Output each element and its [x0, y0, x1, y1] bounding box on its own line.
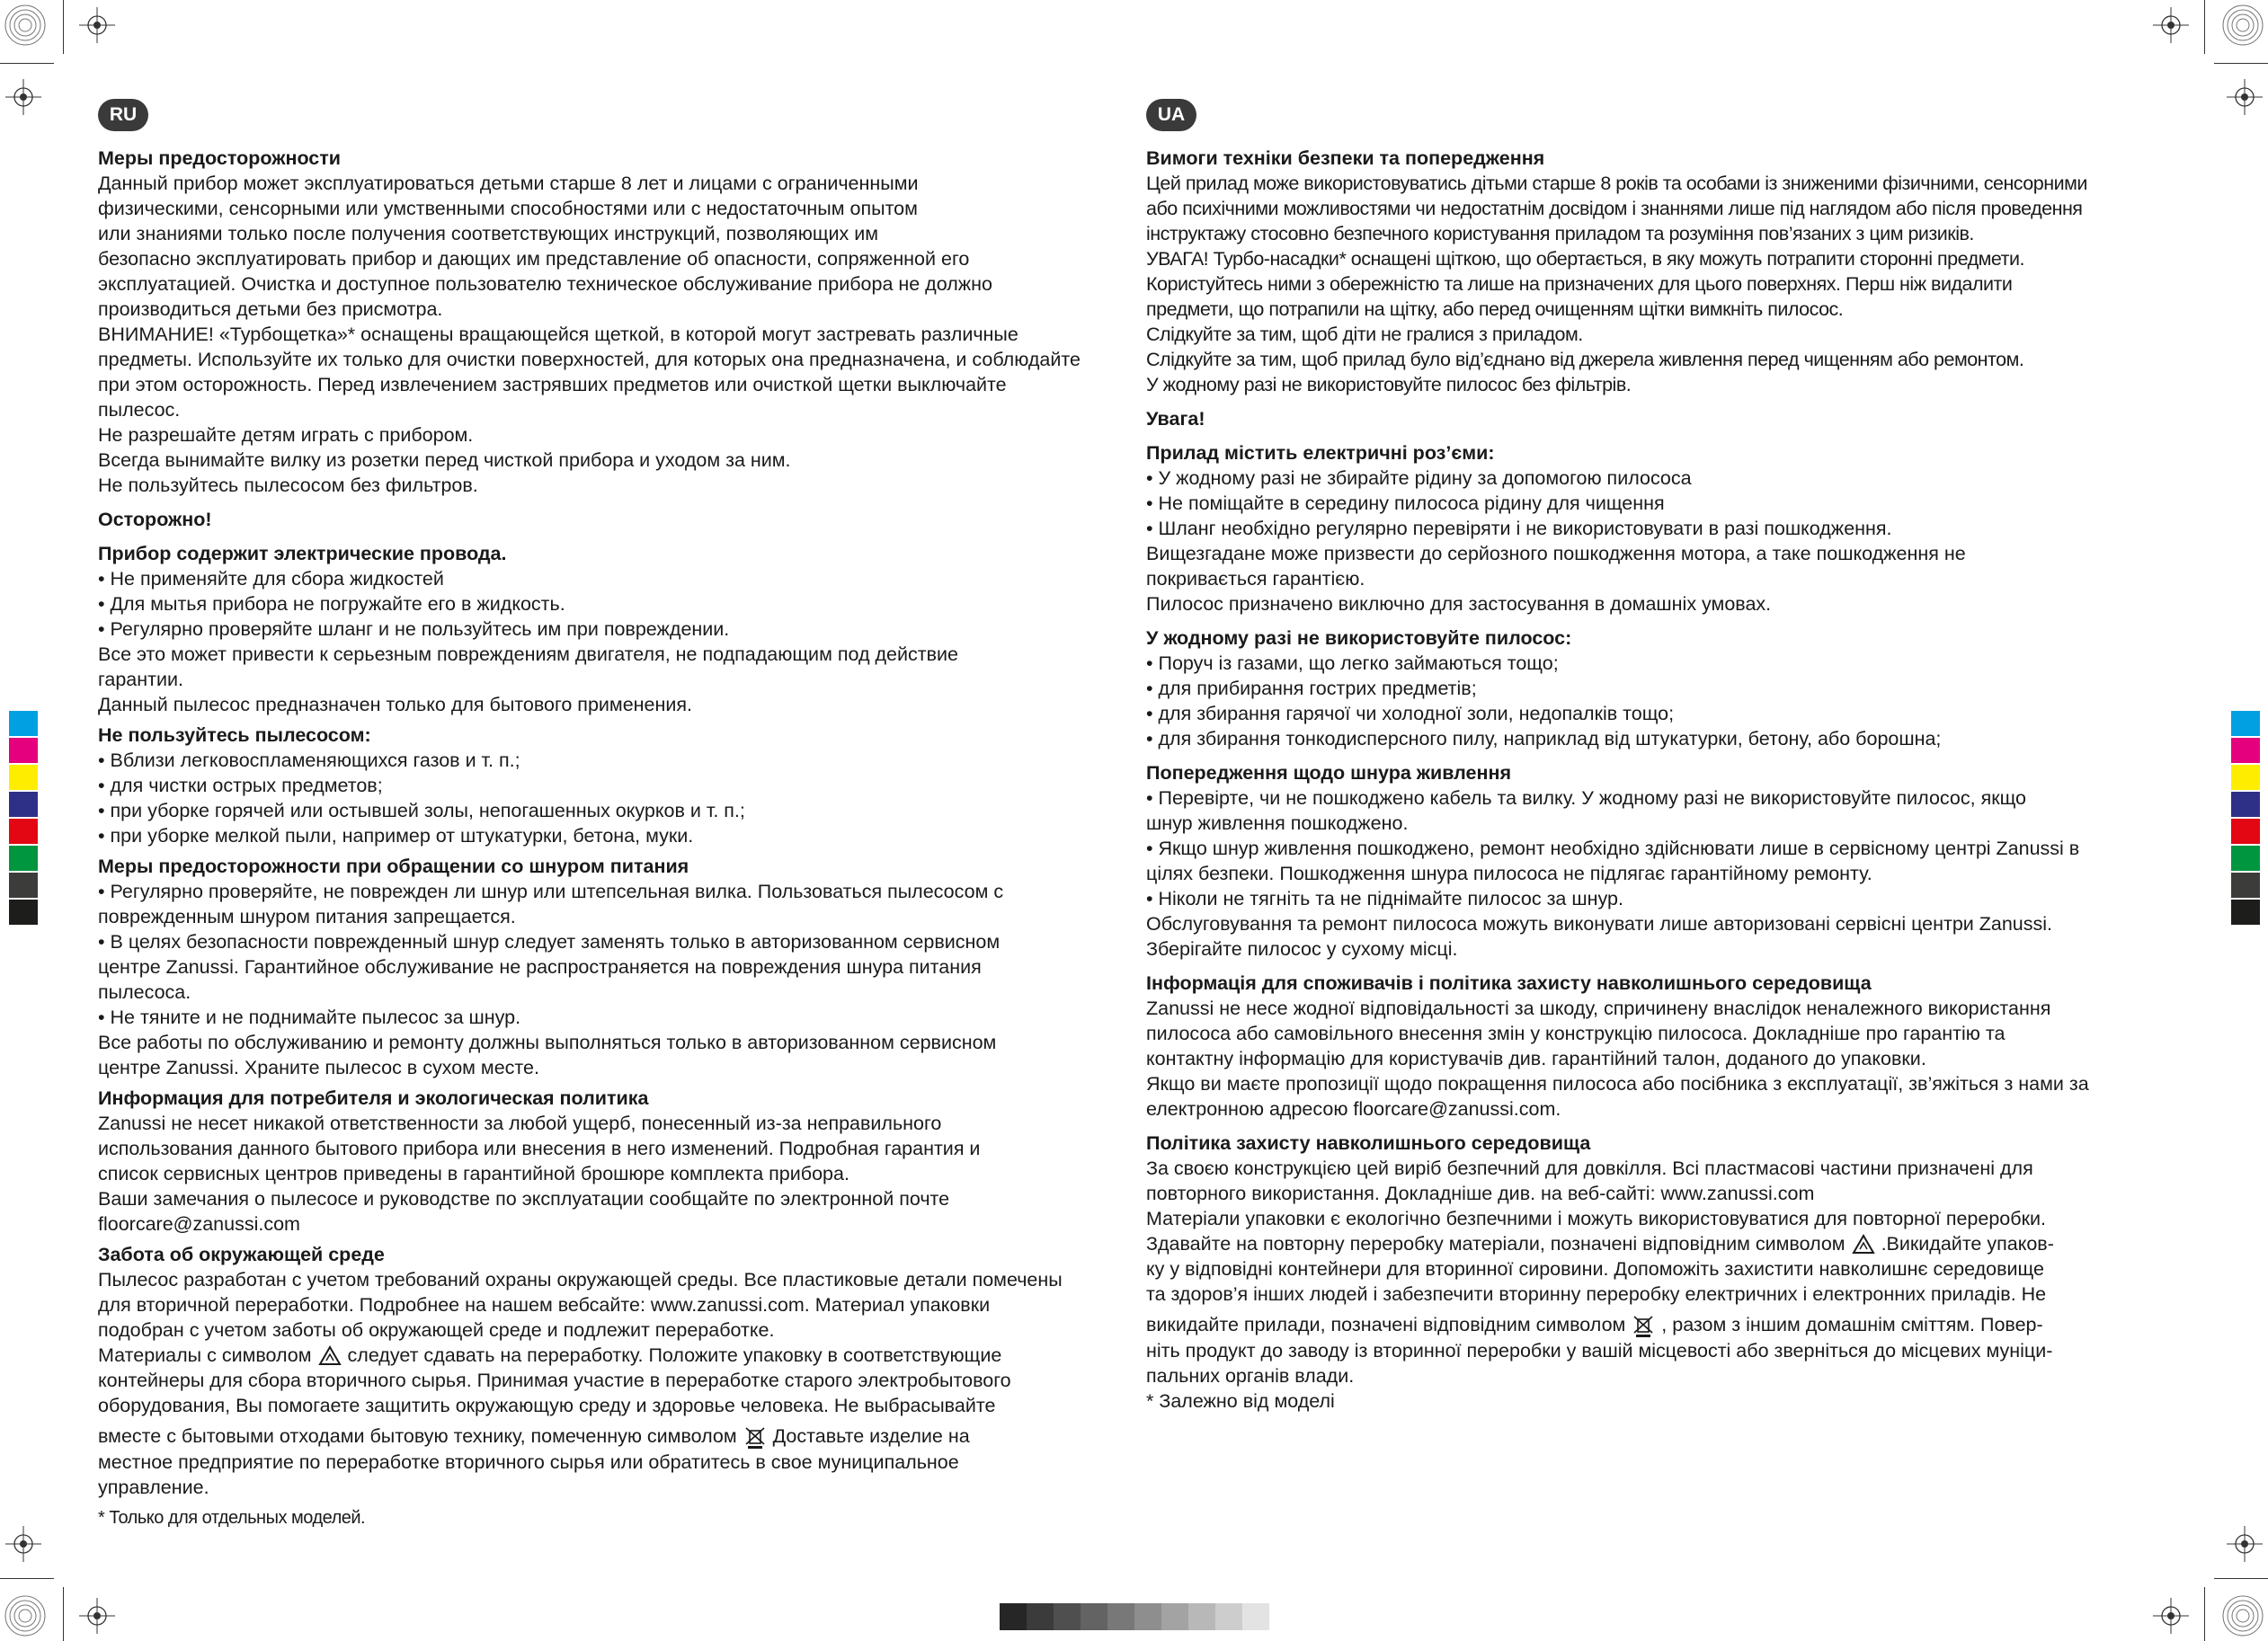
crop-line	[0, 63, 54, 64]
crosshair-mark-icon	[5, 1526, 41, 1562]
text-line: физическими, сенсорными или умственными способностями или с недостаточным опытом	[98, 198, 918, 219]
color-swatch	[2231, 765, 2260, 790]
text-line: • Перевірте, чи не пошкоджено кабель та вилку. У жодному разі не використовуйте пилосос, якщо	[1146, 787, 2027, 809]
text-line: контейнеры для сбора вторичного сырья. Принимая участие в переработке старого электробытового	[98, 1370, 1011, 1392]
text-line: местное предприятие по переработке вторичного сырья или обратитесь в свое муниципальное	[98, 1450, 959, 1473]
text-line: За своєю конструкцією цей виріб безпечний для довкілля. Всі пластмасові частини призначені для	[1146, 1158, 2033, 1179]
crossed-bin-icon	[1631, 1315, 1656, 1338]
color-swatch	[2231, 900, 2260, 925]
language-badge-ua: UA	[1146, 99, 1196, 131]
text-line: • Якщо шнур живлення пошкоджено, ремонт необхідно здійснювати лише в сервісному центрі Zanussi в	[1146, 838, 2080, 859]
text-line: ВНИМАНИЕ! «Турбощетка»* оснащены вращающейся щеткой, в которой могут застревать различные	[98, 324, 1018, 345]
heading: Інформація для споживачів і політика захисту навколишнього середовища	[1146, 972, 1872, 994]
text-line: Цей прилад може використовуватись дітьми старше 8 років та особами із зниженими фізичними, сенсорними	[1146, 173, 2087, 194]
color-swatch	[9, 900, 38, 925]
heading: Осторожно!	[98, 509, 212, 530]
color-swatch	[2231, 738, 2260, 763]
text-line: гарантии.	[98, 669, 183, 690]
recycle-icon	[317, 1344, 342, 1368]
text-line: Матеріали упаковки є екологічно безпечними і можуть використовуватися для повторної переробки.	[1146, 1208, 2046, 1229]
text-line: пылесос.	[98, 399, 181, 421]
text-line: Материалы с символом следует сдавать на переработку. Положите упаковку в соответствующие	[98, 1343, 1114, 1368]
text-line: оборудования, Вы помогаете защитить окружающую среду и здоровье человека. Не выбрасывайте	[98, 1395, 996, 1417]
text-line: • Регулярно проверяйте шланг и не пользуйтесь им при повреждении.	[98, 618, 730, 640]
text-line: Вищезгадане може призвести до серйозного пошкодження мотора, а таке пошкодження не	[1146, 543, 1966, 564]
color-swatch	[2231, 792, 2260, 817]
gray-swatch	[1134, 1603, 1161, 1630]
crosshair-mark-icon	[2227, 79, 2263, 115]
text-line: пылесоса.	[98, 981, 191, 1003]
color-swatch	[2231, 873, 2260, 898]
color-swatch	[9, 819, 38, 844]
crosshair-mark-icon	[2153, 7, 2189, 43]
text-line: floorcare@zanussi.com	[98, 1213, 300, 1235]
text-line: • Ніколи не тягніть та не піднімайте пилосос за шнур.	[1146, 888, 1623, 909]
text-line: для вторичной переработки. Подробнее на нашем вебсайте: www.zanussi.com. Материал упаковки	[98, 1294, 991, 1316]
text-line: Zanussi не несет никакой ответственности за любой ущерб, понесенный из-за неправильного	[98, 1113, 942, 1134]
registration-mark-icon	[2214, 0, 2268, 54]
heading: Не пользуйтесь пылесосом:	[98, 724, 371, 746]
text-line: • Шланг необхідно регулярно перевіряти і не використовувати в разі пошкодження.	[1146, 518, 1892, 539]
text-line: пилососа або самовільного внесення змін у конструкцію пилососа. Докладніше про гарантію та	[1146, 1023, 2006, 1044]
text-line: • Вблизи легковоспламеняющихся газов и т. п.;	[98, 750, 520, 771]
text-line: управление.	[98, 1476, 209, 1498]
text-line: • Поруч із газами, що легко займаються тощо;	[1146, 652, 1559, 674]
crosshair-mark-icon	[79, 1598, 115, 1634]
crop-line	[2214, 1578, 2268, 1579]
text-line: вместе с бытовыми отходами бытовую технику, помеченную символом Доставьте изделие на	[98, 1424, 1114, 1449]
gray-swatch	[1161, 1603, 1188, 1630]
text-line: У жодному разі не використовуйте пилосос без фільтрів.	[1146, 374, 1632, 395]
heading: Вимоги техніки безпеки та попередження	[1146, 147, 1545, 169]
text-line: ку у відповідні контейнери для вторинної сировини. Допоможіть захистити навколишнє середовище	[1146, 1258, 2044, 1281]
crosshair-mark-icon	[2153, 1598, 2189, 1634]
crossed-bin-icon	[743, 1426, 768, 1450]
text-line: шнур живлення пошкоджено.	[1146, 812, 1409, 834]
text-line: • для збирання тонкодисперсного пилу, наприклад від штукатурки, бетону, або борошна;	[1146, 728, 1942, 750]
text-line: безопасно эксплуатировать прибор и дающих им представление об опасности, сопряженной его	[98, 248, 970, 270]
gray-swatch	[1107, 1603, 1134, 1630]
text-line: • при уборке горячей или остывшей золы, непогашенных окурков и т. п.;	[98, 800, 745, 821]
text-line: Все это может привести к серьезным повреждениям двигателя, не подпадающим под действие	[98, 643, 958, 665]
text-line: список сервисных центров приведены в гарантийной брошюре комплекта прибора.	[98, 1163, 849, 1184]
text-line: повторного використання. Докладніше див. на веб-сайті: www.zanussi.com	[1146, 1183, 1815, 1204]
text-line: Слідкуйте за тим, щоб прилад було від’єднано від джерела живлення перед чищенням або ремонтом.	[1146, 349, 2024, 370]
text-line: Якщо ви маєте пропозиції щодо покращення пилососа або посібника з експлуатації, зв’яжіться з нами за	[1146, 1073, 2089, 1095]
text-line: использования данного бытового прибора или внесения в него изменений. Подробная гарантия и	[98, 1138, 981, 1159]
registration-mark-icon	[0, 0, 54, 54]
text-line: Користуйтесь ними з обережністю та лише на призначених для цього поверхнях. Перш ніж видалити	[1146, 273, 2013, 295]
crop-line	[0, 1578, 54, 1579]
text-line: центре Zanussi. Храните пылесос в сухом месте.	[98, 1057, 539, 1078]
color-swatch	[2231, 846, 2260, 871]
footnote: * Залежно від моделі	[1146, 1389, 1335, 1412]
text-line: производиться детьми без присмотра.	[98, 298, 443, 320]
text-line: предмети, що потрапили на щітку, або перед очищенням щітки вимкніть пилосос.	[1146, 298, 1844, 320]
gray-swatch	[1027, 1603, 1054, 1630]
text-line: цілях безпеки. Пошкодження шнура пилососа не підлягає гарантійному ремонту.	[1146, 863, 1872, 884]
text-line: Здавайте на повторну переробку матеріали, позначені відповідним символом .Викидайте упаков-	[1146, 1231, 2162, 1256]
text-line: контактну інформацію для користувачів див. гарантійний талон, доданого до упаковки.	[1146, 1048, 1926, 1069]
recycle-icon	[1851, 1233, 1876, 1256]
text-line: інструктажу стосовно безпечного користування приладом та розуміння пов’язаних з цим ризиків.	[1146, 223, 1974, 244]
gray-swatch	[1215, 1603, 1242, 1630]
color-swatch	[2231, 819, 2260, 844]
registration-mark-icon	[2214, 1587, 2268, 1641]
text-line: • Не тяните и не поднимайте пылесос за шнур.	[98, 1007, 521, 1028]
heading: Попередження щодо шнура живлення	[1146, 762, 1512, 784]
text-line: • У жодному разі не збирайте рідину за допомогою пилососа	[1146, 467, 1692, 489]
text-line: • для прибирання гострих предметів;	[1146, 678, 1477, 699]
text-line: Ваши замечания о пылесосе и руководстве по эксплуатации сообщайте по электронной почте	[98, 1188, 950, 1210]
heading: Прилад містить електричні роз’єми:	[1146, 442, 1495, 464]
color-swatch	[9, 765, 38, 790]
registration-mark-icon	[0, 1587, 54, 1641]
text-line: та здоров’я інших людей і забезпечити вторинну переробку електричних і електронних приладів. Не	[1146, 1283, 2047, 1306]
text-line: • В целях безопасности поврежденный шнур следует заменять только в авторизованном сервисном	[98, 931, 1001, 953]
text-line: Данный прибор может эксплуатироваться детьми старше 8 лет и лицами с ограниченными	[98, 173, 919, 194]
crosshair-mark-icon	[2227, 1526, 2263, 1562]
text-line: Зберігайте пилосос у сухому місці.	[1146, 938, 1458, 960]
color-swatch	[9, 738, 38, 763]
text-line: при этом осторожность. Перед извлечением застрявших предметов или очисткой щетки выключайте	[98, 374, 1007, 395]
heading: Увага!	[1146, 408, 1205, 430]
heading: Меры предосторожности	[98, 147, 342, 169]
gray-swatch	[1188, 1603, 1215, 1630]
crosshair-mark-icon	[79, 7, 115, 43]
heading: Прибор содержит электрические провода.	[98, 543, 507, 564]
text-line: • Не поміщайте в середину пилососа рідину для чищення	[1146, 492, 1665, 514]
crop-line	[2204, 0, 2205, 54]
text-line: поврежденным шнуром питания запрещается.	[98, 906, 516, 927]
text-line: ніть продукт до заводу із вторинної переробки у вашій місцевості або зверніться до місцевих муніци-	[1146, 1339, 2053, 1362]
text-line: Пилосос призначено виключно для застосування в домашніх умовах.	[1146, 593, 1772, 615]
text-line: • Для мытья прибора не погружайте его в жидкость.	[98, 593, 565, 615]
text-line: пальних органів влади.	[1146, 1364, 1355, 1387]
color-swatch	[9, 846, 38, 871]
crop-line	[2204, 1587, 2205, 1641]
text-line: Слідкуйте за тим, щоб діти не гралися з приладом.	[1146, 324, 1583, 345]
crosshair-mark-icon	[5, 79, 41, 115]
text-line: эксплуатацией. Очистка и доступное пользователю техническое обслуживание прибора не должно	[98, 273, 992, 295]
text-line: Пылесос разработан с учетом требований охраны окружающей среды. Все пластиковые детали помечены	[98, 1269, 1063, 1291]
gray-swatch	[1054, 1603, 1081, 1630]
heading: Забота об окружающей среде	[98, 1244, 385, 1265]
text-line: Данный пылесос предназначен только для бытового применения.	[98, 694, 692, 715]
text-line: Не пользуйтесь пылесосом без фильтров.	[98, 475, 478, 496]
gray-swatch	[1000, 1603, 1027, 1630]
text-line: • Регулярно проверяйте, не поврежден ли шнур или штепсельная вилка. Пользоваться пылесосом с	[98, 881, 1004, 902]
crop-line	[2214, 63, 2268, 64]
color-swatch	[2231, 711, 2260, 736]
text-line: викидайте прилади, позначені відповідним символом , разом з іншим домашнім сміттям. Повер-	[1146, 1312, 2162, 1337]
text-line: подобран с учетом заботы об окружающей среде и подлежит переработке.	[98, 1319, 775, 1341]
text-line: Обслуговування та ремонт пилососа можуть виконувати лише авторизовані сервісні центри Zanussi.	[1146, 913, 2053, 935]
text-line: Всегда вынимайте вилку из розетки перед чисткой прибора и уходом за ним.	[98, 449, 791, 471]
text-line: предметы. Используйте их только для очистки поверхностей, для которых она предназначена, и соблюдайте	[98, 349, 1081, 370]
crop-line	[63, 0, 64, 54]
text-line: Все работы по обслуживанию и ремонту должны выполняться только в авторизованном сервисном	[98, 1032, 997, 1053]
text-line: • для збирання гарячої чи холодної золи, недопалків тощо;	[1146, 703, 1675, 724]
heading: У жодному разі не використовуйте пилосос:	[1146, 627, 1572, 649]
crop-line	[63, 1587, 64, 1641]
text-line: Zanussi не несе жодної відповідальності за шкоду, спричинену внаслідок неналежного використання	[1146, 998, 2051, 1019]
color-swatch	[9, 711, 38, 736]
gray-swatch	[1081, 1603, 1107, 1630]
text-line: • Не применяйте для сбора жидкостей	[98, 568, 444, 590]
text-line: или знаниями только после получения соответствующих инструкций, позволяющих им	[98, 223, 879, 244]
text-line: покривається гарантією.	[1146, 568, 1365, 590]
color-swatch	[9, 873, 38, 898]
text-line: • для чистки острых предметов;	[98, 775, 383, 796]
text-line: • при уборке мелкой пыли, например от штукатурки, бетона, муки.	[98, 825, 694, 847]
footnote: * Только для отдельных моделей.	[98, 1507, 366, 1528]
text-line: УВАГА! Турбо-насадки* оснащені щіткою, що обертається, в яку можуть потрапити сторонні предмети.	[1146, 248, 2024, 270]
text-line: Не разрешайте детям играть с прибором.	[98, 424, 474, 446]
text-line: електронною адресою floorcare@zanussi.com.	[1146, 1098, 1561, 1120]
text-line: центре Zanussi. Гарантийное обслуживание не распространяется на повреждения шнура питания	[98, 956, 982, 978]
gray-swatch	[1242, 1603, 1269, 1630]
text-line: або психічними можливостями чи недостатнім досвідом і знаннями лише під наглядом або після проведення	[1146, 198, 2083, 219]
heading: Информация для потребителя и экологическая политика	[98, 1087, 649, 1109]
language-badge-ru: RU	[98, 99, 148, 131]
heading: Політика захисту навколишнього середовища	[1146, 1132, 1591, 1154]
color-swatch	[9, 792, 38, 817]
heading: Меры предосторожности при обращении со шнуром питания	[98, 856, 689, 877]
